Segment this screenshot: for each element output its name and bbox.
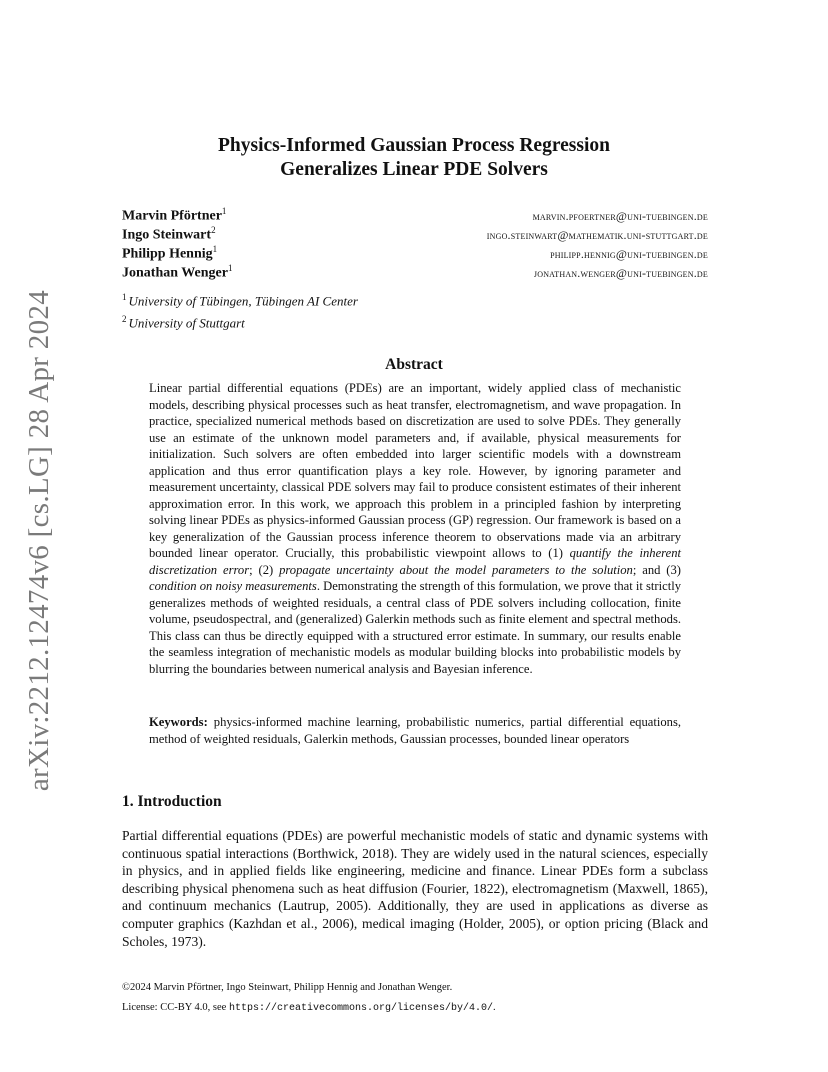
author-email: ingo.steinwart@mathematik.uni-stuttgart.de xyxy=(486,227,708,242)
author-row xyxy=(122,225,708,244)
arxiv-identifier: arXiv:2212.12474v6 [cs.LG] 28 Apr 2024 xyxy=(23,290,55,792)
author-row xyxy=(122,206,708,225)
license-link[interactable]: https://creativecommons.org/licenses/by/4.0/ xyxy=(228,1003,493,1014)
keywords-label: Keywords: xyxy=(149,715,208,729)
copyright-notice: ©2024 Marvin Pförtner, Ingo Steinwart, Philipp Hennig and Jonathan Wenger. xyxy=(122,982,453,993)
introduction-paragraph: Partial differential equations (PDEs) are powerful mechanistic models of static and dynamic systems with continuous spatial interactions (Borthwick, 2018). They are widely used in the natural sciences, especially in physics, and in applied fields like engineering, medicine and finance. Linear PDEs form a subclass describing physical phenomena such as heat diffusion (Fourier, 1822), electromagnetism (Maxwell, 1865), and continuum mechanics (Lautrup, 2005). Additionally, they are used in applications as diverse as computer graphics (Kazhdan et al., 2006), medical imaging (Holder, 2005), or option pricing (Black and Scholes, 1973). xyxy=(122,828,708,949)
keywords xyxy=(149,714,681,747)
author-row xyxy=(122,244,708,263)
title-line-2: Generalizes Linear PDE Solvers xyxy=(280,159,548,180)
affiliation: $^1$ University of Tübingen, Tübingen AI Center xyxy=(122,292,358,309)
author-list xyxy=(122,206,708,282)
author-email: jonathan.wenger@uni-tuebingen.de xyxy=(533,265,708,280)
abstract-heading: Abstract xyxy=(385,356,443,373)
author-name: Jonathan Wenger xyxy=(122,265,228,281)
affiliation-list xyxy=(122,288,358,333)
author-email: marvin.pfoertner@uni-tuebingen.de xyxy=(532,208,708,223)
author-name: Philipp Hennig xyxy=(122,246,213,262)
section-heading-introduction: 1. Introduction xyxy=(122,793,222,810)
keywords-text: physics-informed machine learning, probabilistic numerics, partial differential equations, method of weighted residuals, Galerkin methods, Gaussian processes, bounded linear operators xyxy=(149,715,681,746)
author-affiliation-mark: 1 xyxy=(227,263,233,273)
paper-title xyxy=(0,134,828,182)
author-email: philipp.hennig@uni-tuebingen.de xyxy=(550,246,708,261)
author-name: Marvin Pförtner xyxy=(122,208,222,224)
author-affiliation-mark: 2 xyxy=(211,225,216,235)
license-notice: License: CC-BY 4.0, see https://creativecommons.org/licenses/by/4.0/. xyxy=(122,1002,496,1014)
author-affiliation-mark: 1 xyxy=(212,244,218,254)
author-affiliation-mark: 1 xyxy=(221,206,227,216)
affiliation: $^2$ University of Stuttgart xyxy=(122,314,245,331)
title-line-1: Physics-Informed Gaussian Process Regression xyxy=(218,135,610,156)
author-row xyxy=(122,263,708,282)
abstract-text: Linear partial differential equations (PDEs) are an important, widely applied class of mechanistic models, describing physical processes such as heat transfer, electromagnetism, and wave propagation. In practice, specialized numerical methods based on discretization are used to solve PDEs. They generally use an estimate of the unknown model parameters and, if available, physical measurements for initialization. Such solvers are often embedded into larger scientific models with a downstream application and thus error quantification plays a key role. However, by ignoring parameter and measurement uncertainty, classical PDE solvers may fail to produce consistent estimates of their inherent approximation error. In this work, we approach this problem in a principled fashion by interpreting solving linear PDEs as physics-informed Gaussian process (GP) regression. Our framework is based on a key generalization of the Gaussian process inference theorem to observations made via an arbitrary bounded linear operator. Crucially, this probabilistic viewpoint allows to (1) quantify the inherent discretization error; (2) propagate uncertainty about the model parameters to the solution; and (3) condition on noisy measurements. Demonstrating the strength of this formulation, we prove that it strictly generalizes methods of weighted residuals, a central class of PDE solvers including collocation, finite volume, pseudospectral, and (generalized) Galerkin methods such as finite element and spectral methods. This class can thus be directly equipped with a structured error estimate. In summary, our results enable the seamless integration of mechanistic models as modular building blocks into probabilistic models by blurring the boundaries between numerical analysis and Bayesian inference. xyxy=(149,381,681,676)
author-name: Ingo Steinwart xyxy=(122,227,212,243)
